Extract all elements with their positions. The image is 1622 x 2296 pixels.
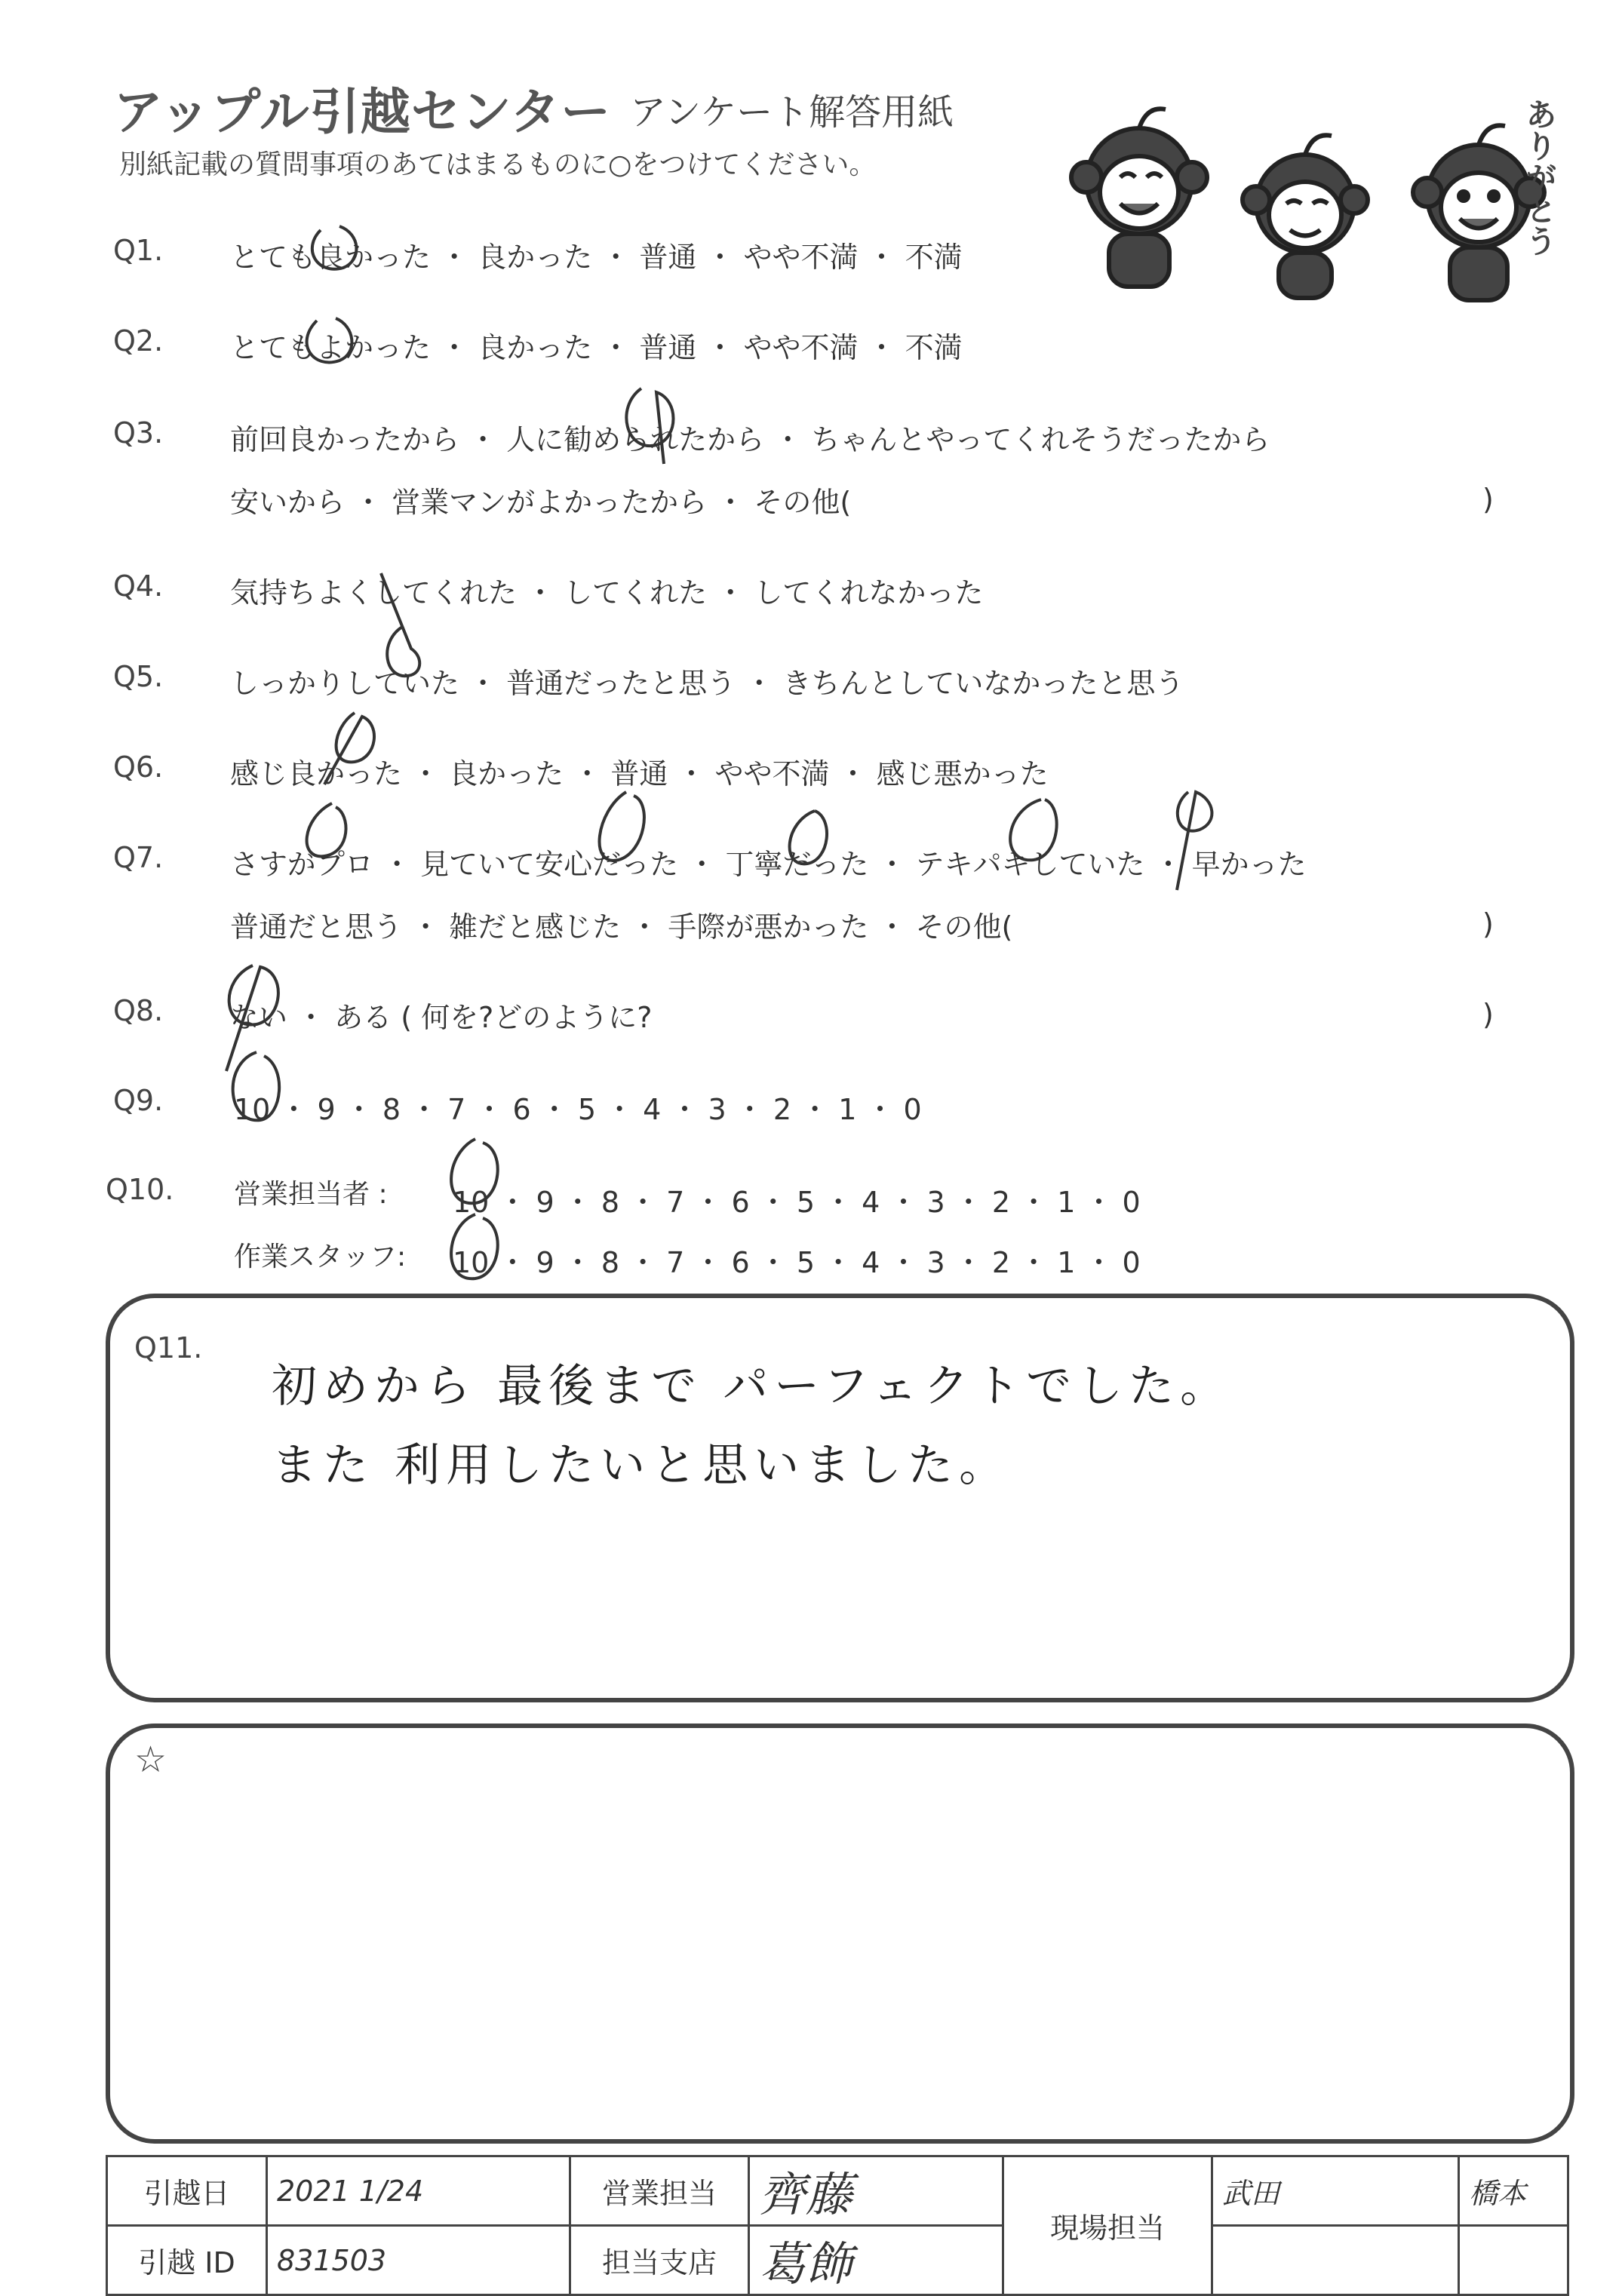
q10-staff-label: 作業スタッフ: (234, 1242, 407, 1272)
q10-sales-scale: 10 ・ 9 ・ 8 ・ 7 ・ 6 ・ 5 ・ 4 ・ 3 ・ 2 ・ 1 ・ 0 (453, 1186, 1141, 1219)
q11-label: Q11. (134, 1331, 203, 1364)
q7-circle-pro (307, 803, 346, 856)
q9-label: Q9. (113, 1084, 164, 1117)
thanks-text: ありがとう (1521, 98, 1558, 256)
q8-label: Q8. (113, 994, 164, 1027)
q7-options-line2: 普通だと思う ・ 雑だと感じた ・ 手際が悪かった ・ その他( (230, 910, 1013, 944)
q8-options: ない ・ ある ( 何を?どのように? (230, 1001, 653, 1034)
q11-handwritten-line2: また 利用したいと思いました。 (272, 1439, 1011, 1492)
q10-staff-circle-10 (451, 1214, 498, 1278)
q3-label: Q3. (113, 416, 164, 450)
sales-rep-label: 営業担当 (570, 2156, 749, 2226)
star-comment-box (106, 1724, 1574, 2144)
site-rep-empty-cell-2 (1459, 2226, 1568, 2295)
branch-value: 葛飾 (749, 2226, 1003, 2295)
site-rep-label: 現場担当 (1003, 2156, 1212, 2295)
branch-label: 担当支店 (570, 2226, 749, 2295)
move-date-value: 2021 1/24 (267, 2156, 570, 2226)
q3-circle-mark (626, 388, 673, 464)
star-label: ☆ (134, 1739, 167, 1781)
q7-options-line1: さすがプロ ・ 見ていて安心だった ・ 丁寧だった ・ テキパキしていた ・ 早かった (230, 848, 1307, 881)
q5-circle-mark (381, 573, 419, 676)
site-rep-value-1: 武田 (1212, 2156, 1459, 2226)
move-id-value: 831503 (267, 2226, 570, 2295)
q1-circle-mark (312, 226, 357, 269)
q10-staff-scale: 10 ・ 9 ・ 8 ・ 7 ・ 6 ・ 5 ・ 4 ・ 3 ・ 2 ・ 1 ・ 0 (453, 1246, 1141, 1279)
move-date-label: 引越日 (107, 2156, 267, 2226)
site-rep-empty-cell-1 (1212, 2226, 1459, 2295)
q10-label: Q10. (106, 1173, 174, 1206)
q9-scale: 10 ・ 9 ・ 8 ・ 7 ・ 6 ・ 5 ・ 4 ・ 3 ・ 2 ・ 1 ・ 0 (234, 1093, 922, 1126)
q2-circle-mark (307, 318, 352, 362)
q10-sales-label: 営業担当者 : (234, 1179, 388, 1210)
site-rep-value-2: 橋本 (1459, 2156, 1568, 2226)
q3-options-line2: 安いから ・ 営業マンがよかったから ・ その他( (230, 486, 852, 519)
q4-options: 気持ちよくしてくれた ・ してくれた ・ してくれなかった (230, 576, 984, 609)
q7-circle-teinei (790, 811, 827, 864)
q7-circle-hayakatta (1177, 792, 1212, 890)
q9-circle-10 (233, 1052, 280, 1120)
q7-circle-tekipaki (1010, 800, 1056, 860)
form-subtitle: アンケート解答用紙 (630, 91, 954, 134)
q11-handwritten-line1: 初めから 最後まで パーフェクトでした。 (272, 1360, 1232, 1413)
q3-options-line1: 前回良かったから ・ 人に勧められたから ・ ちゃんとやってくれそうだったから (230, 423, 1270, 456)
q2-options: とてもよかった ・ 良かった ・ 普通 ・ やや不満 ・ 不満 (230, 331, 963, 364)
move-id-label: 引越 ID (107, 2226, 267, 2295)
q6-circle-mark (324, 713, 374, 784)
q7-circle-anshin (600, 792, 644, 861)
q6-label: Q6. (113, 750, 164, 784)
q6-options: 感じ良かった ・ 良かった ・ 普通 ・ やや不満 ・ 感じ悪かった (230, 757, 1049, 790)
company-title: アップル引越センター (113, 83, 612, 141)
q2-label: Q2. (113, 324, 164, 358)
instruction-text: 別紙記載の質問事項のあてはまるものに○をつけてください。 (119, 149, 877, 180)
q7-close-paren: ) (1482, 907, 1494, 941)
q10-sales-circle-10 (451, 1139, 498, 1203)
q1-label: Q1. (113, 234, 164, 267)
q3-close-paren: ) (1482, 483, 1494, 516)
q1-options: とても良かった ・ 良かった ・ 普通 ・ やや不満 ・ 不満 (230, 241, 963, 274)
q4-label: Q4. (113, 569, 164, 603)
move-info-table (106, 2155, 1569, 2296)
q5-options: しっかりしていた ・ 普通だったと思う ・ きちんとしていなかったと思う (230, 667, 1184, 700)
q5-label: Q5. (113, 660, 164, 693)
sales-rep-value: 齊藤 (749, 2156, 1003, 2226)
q7-label: Q7. (113, 841, 164, 874)
q8-close-paren: ) (1482, 998, 1494, 1031)
